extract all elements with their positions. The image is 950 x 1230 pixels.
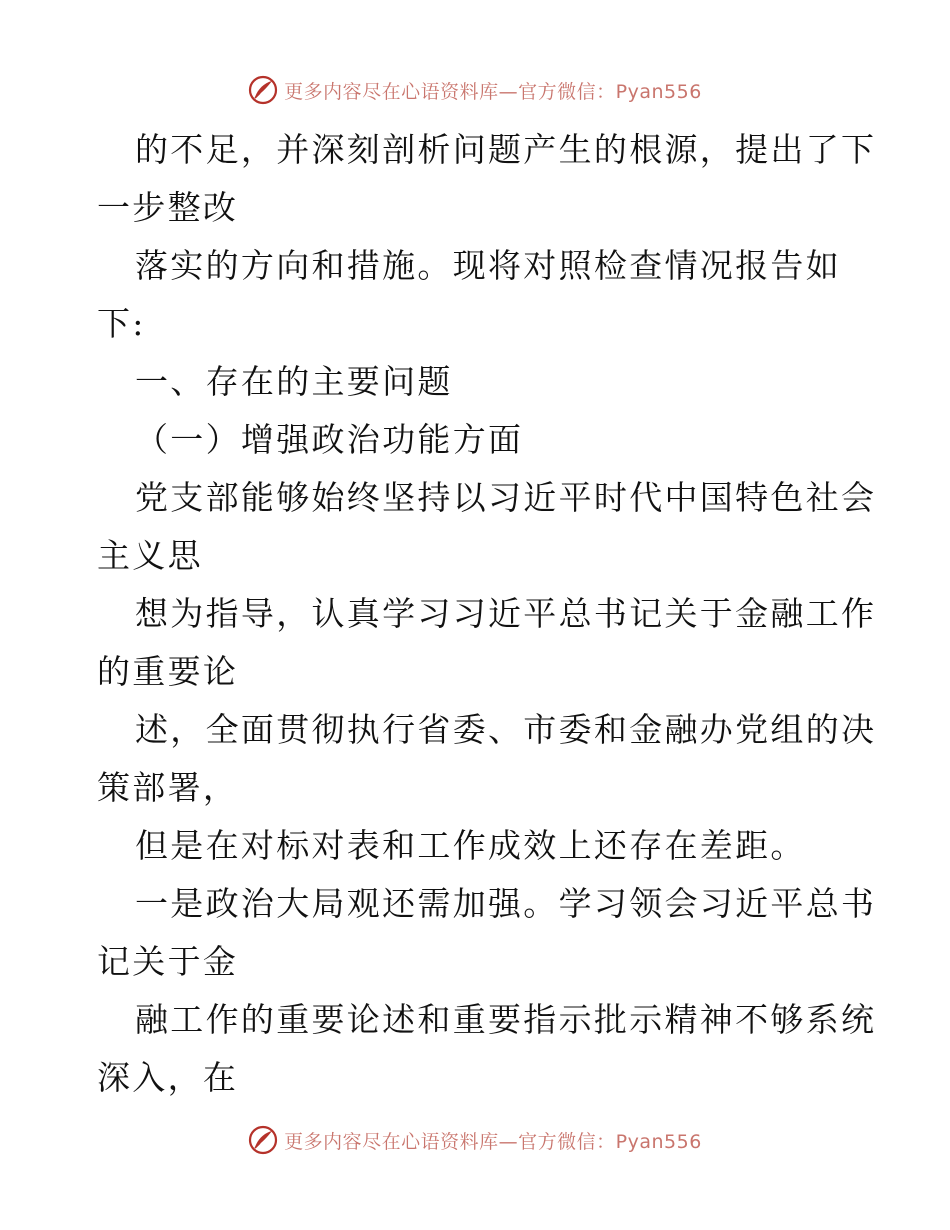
quill-pen-logo-icon xyxy=(248,75,278,105)
footer-watermark xyxy=(0,1120,950,1160)
text-line: 记关于金 xyxy=(97,942,239,981)
text-line: 的不足，并深刻剖析问题产生的根源，提出了下 xyxy=(135,130,877,169)
text-line: 策部署， xyxy=(97,768,239,807)
quill-pen-logo-icon xyxy=(248,1125,278,1155)
text-line: （一）增强政治功能方面 xyxy=(135,420,524,459)
text-line: 深入，在 xyxy=(97,1058,239,1097)
text-line: 落实的方向和措施。现将对照检查情况报告如 xyxy=(135,246,841,285)
watermark-text: 更多内容尽在心语资料库—官方微信：Pyan556 xyxy=(284,1130,702,1153)
text-line: 的重要论 xyxy=(97,652,239,691)
text-line: 下: xyxy=(97,304,146,343)
text-line: 但是在对标对表和工作成效上还存在差距。 xyxy=(135,826,806,865)
text-line: 想为指导，认真学习习近平总书记关于金融工作 xyxy=(135,594,877,633)
text-line: 一是政治大局观还需加强。学习领会习近平总书 xyxy=(135,884,877,923)
text-line: 一步整改 xyxy=(97,188,239,227)
text-line: 融工作的重要论述和重要指示批示精神不够系统 xyxy=(135,1000,877,1039)
text-line: 主义思 xyxy=(97,536,203,575)
text-line: 党支部能够始终坚持以习近平时代中国特色社会 xyxy=(135,478,877,517)
header-watermark xyxy=(0,70,950,110)
text-line: 述，全面贯彻执行省委、市委和金融办党组的决 xyxy=(135,710,877,749)
watermark-text: 更多内容尽在心语资料库—官方微信：Pyan556 xyxy=(284,80,702,103)
document-body xyxy=(97,121,877,1107)
text-line: 一、存在的主要问题 xyxy=(135,362,453,401)
